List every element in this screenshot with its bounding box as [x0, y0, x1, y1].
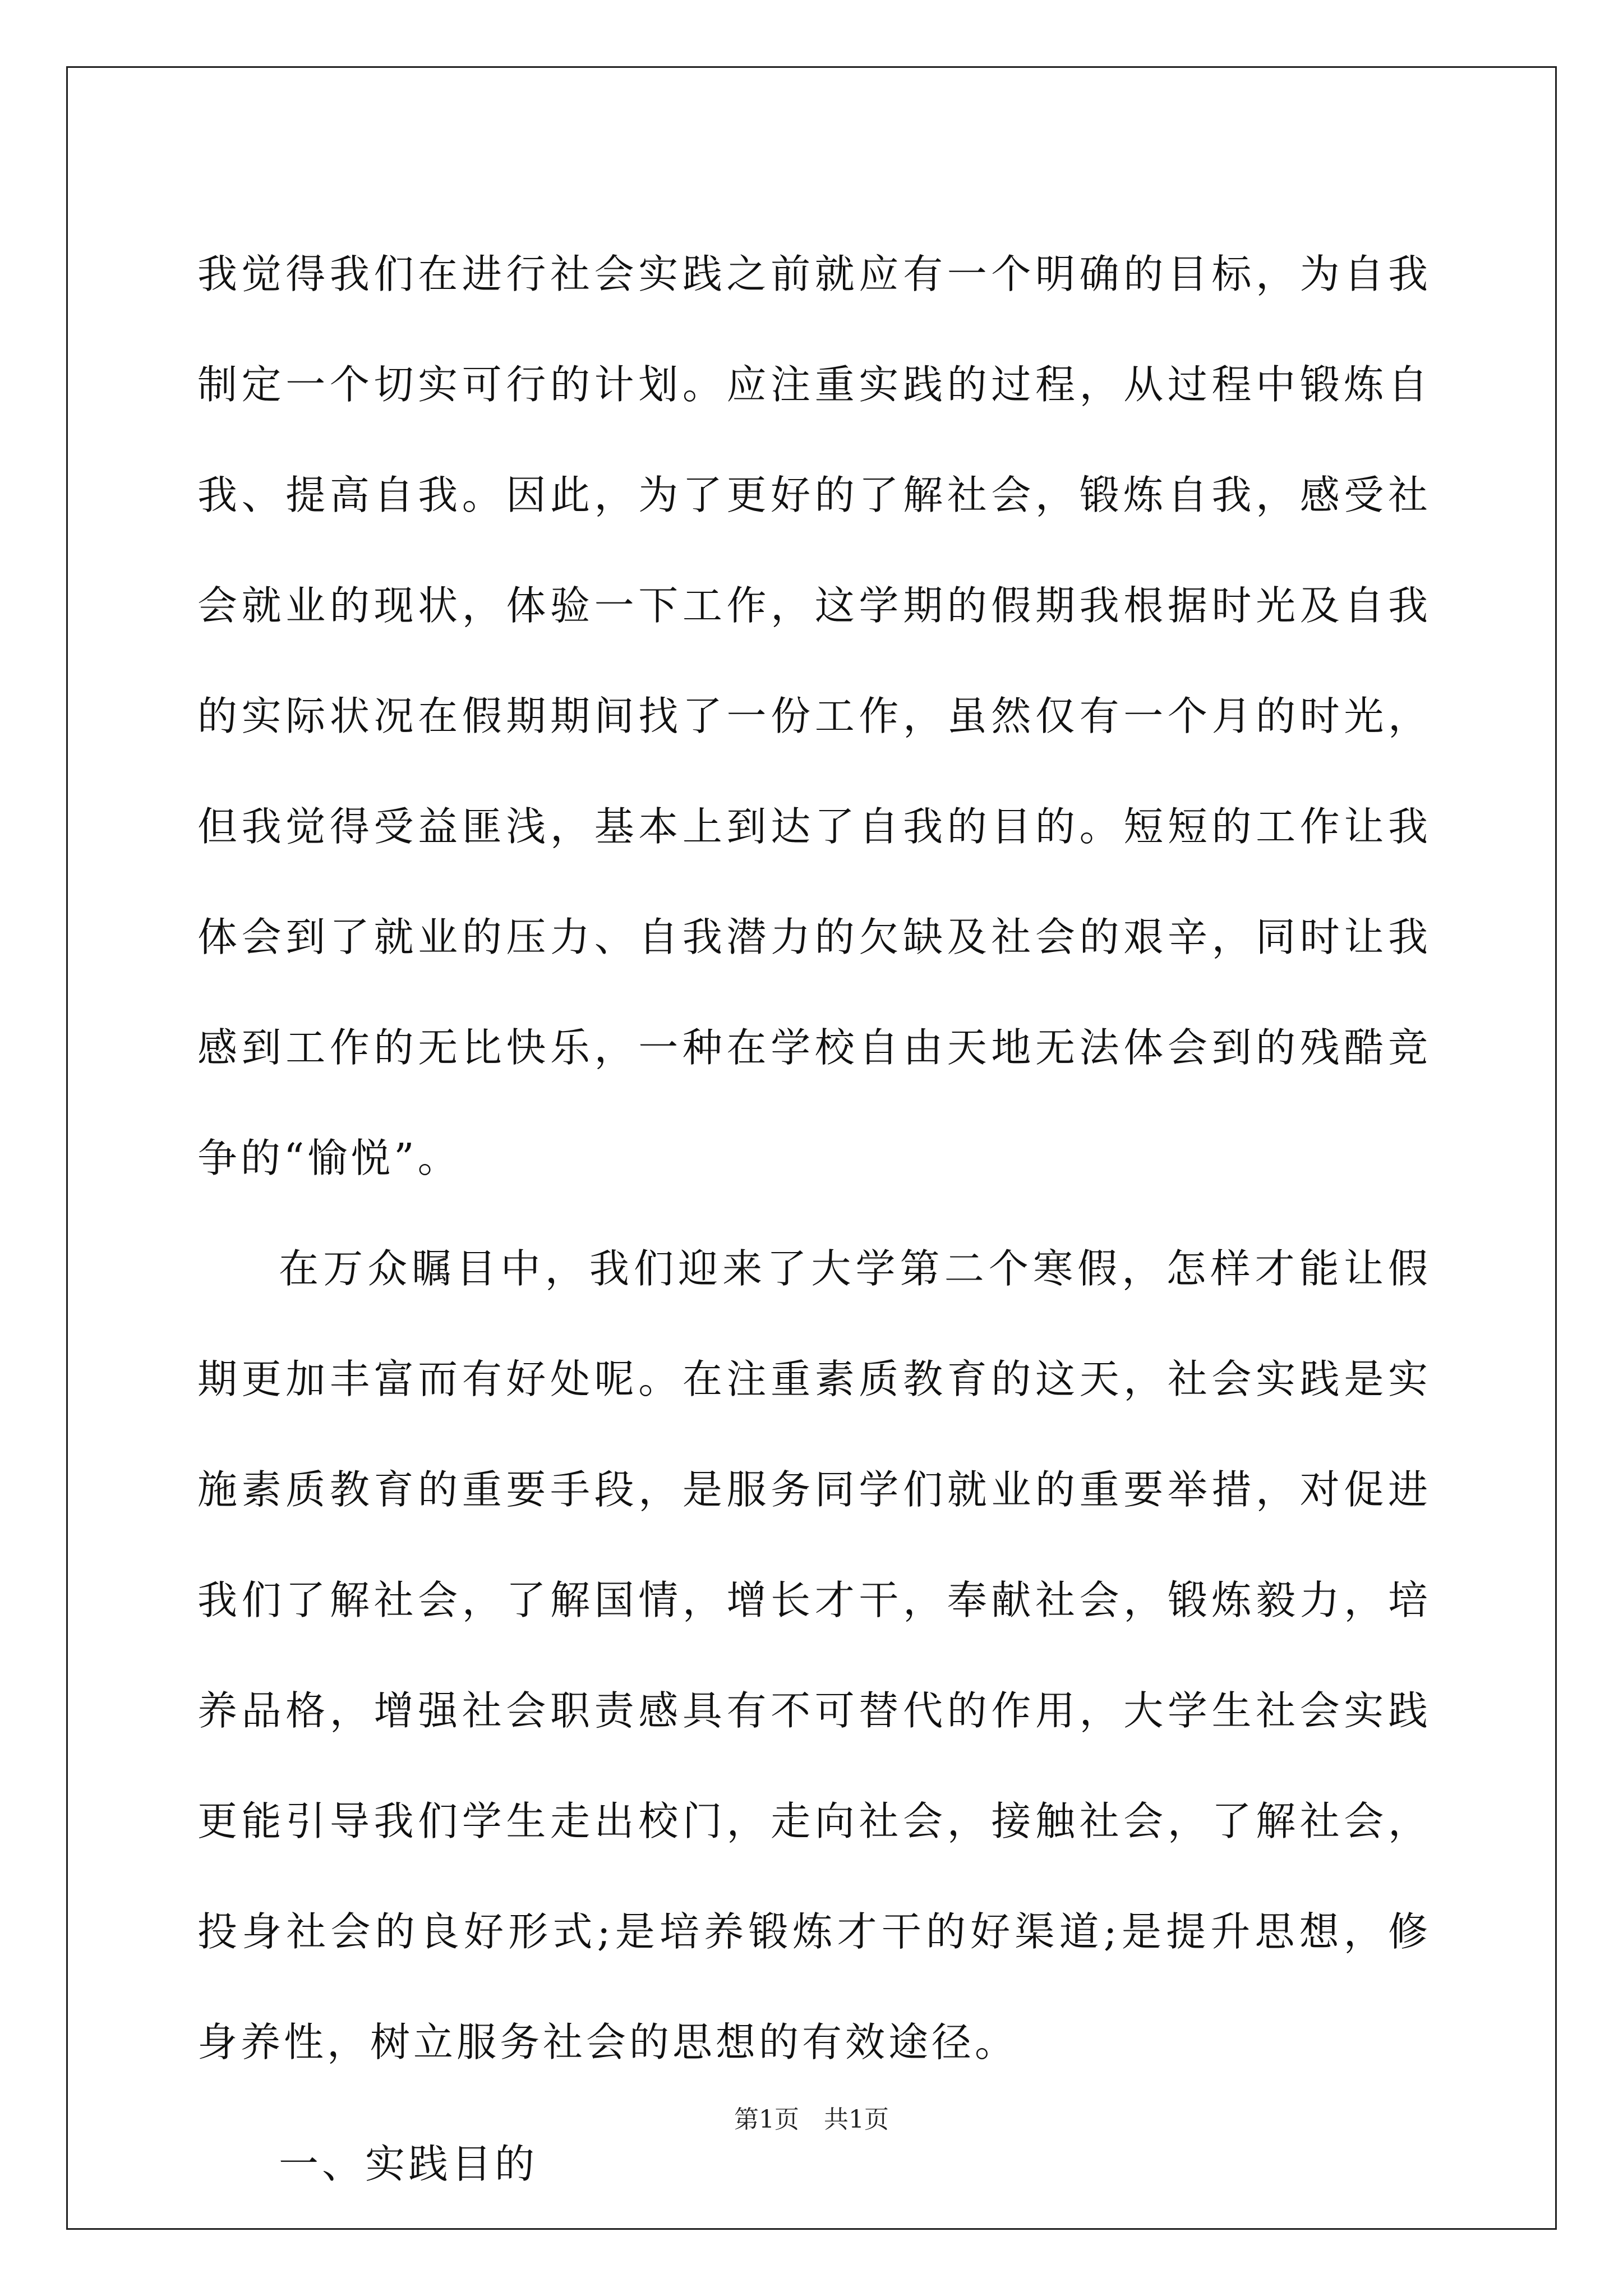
page-total: 共1页: [824, 2105, 889, 2134]
document-body: [197, 219, 1431, 2219]
paragraph-1: 我觉得我们在进行社会实践之前就应有一个明确的目标，为自我制定一个切实可行的计划。应注重实践的过程，从过程中锻炼自我、提高自我。因此，为了更好的了解社会，锻炼自我，感受社会就业的现状，体验一下工作，这学期的假期我根据时光及自我的实际状况在假期期间找了一份工作，虽然仅有一个月的时光，但我觉得受益匪浅，基本上到达了自我的目的。短短的工作让我体会到了就业的压力、自我潜力的欠缺及社会的艰辛，同时让我感到工作的无比快乐，一种在学校自由天地无法体会到的残酷竞争的“愉悦”。: [197, 251, 1431, 1181]
page-footer: [0, 2099, 1623, 2135]
section-heading: 一、实践目的: [279, 2141, 538, 2187]
paragraph-2: 在万众瞩目中，我们迎来了大学第二个寒假，怎样才能让假期更加丰富而有好处呢。在注重素质教育的这天，社会实践是实施素质教育的重要手段，是服务同学们就业的重要举措，对促进我们了解社会，了解国情，增长才干，奉献社会，锻炼毅力，培养品格，增强社会职责感具有不可替代的作用，大学生社会实践更能引导我们学生走出校门，走向社会，接触社会，了解社会，投身社会的良好形式;是培养锻炼才干的好渠道;是提升思想，修身养性，树立服务社会的思想的有效途径。: [197, 1245, 1431, 2065]
page-number: 第1页: [734, 2105, 799, 2134]
